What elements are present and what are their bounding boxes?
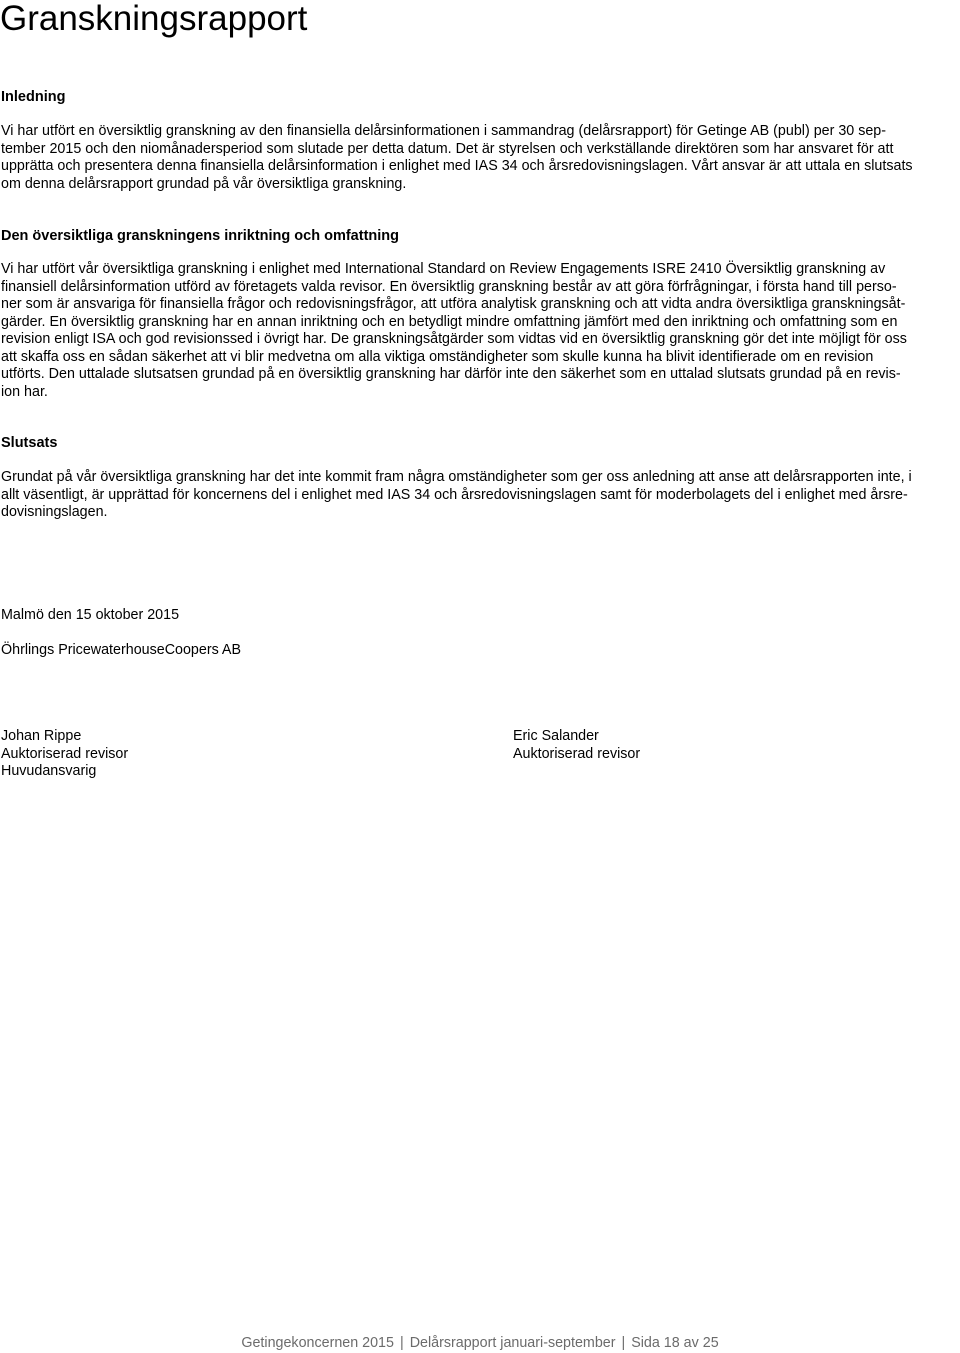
footer-report: Delårsrapport januari-september: [409, 1335, 616, 1351]
text-line: att skaffa oss en sådan säkerhet att vi blir medvetna om alla viktiga omständigheter som skulle kunna ha blivit identifierade om en revision: [1, 348, 874, 365]
audit-firm: Öhrlings PricewaterhouseCoopers AB: [1, 642, 241, 658]
text-line: finansiell delårsinformation utförd av företagets valda revisor. En översiktlig granskning består av att göra förfrågningar, i första hand till perso-: [1, 278, 897, 295]
text-line: Grundat på vår översiktliga granskning har det inte kommit fram några omständigheter som ger oss anledning att anse att delårsrapporten inte, i: [1, 469, 912, 485]
page-footer: [0, 1334, 960, 1352]
footer-separator: |: [621, 1335, 626, 1351]
auditor-name: Eric Salander: [513, 728, 599, 744]
text-line: revision enligt ISA och god revisionssed i övrigt har. De granskningsåtgärder som vidtas vid en översiktlig granskning gör det inte möjligt för oss: [1, 331, 907, 347]
footer-separator: |: [399, 1335, 404, 1351]
auditor-title: Auktoriserad revisor: [513, 745, 641, 762]
text-line: ner som är ansvariga för finansiella frågor och redovisningsfrågor, att utföra analytisk granskning och att vidta andra översiktliga granskningsåt-: [1, 296, 906, 312]
text-line: upprätta och presentera denna finansiella delårsinformation i enlighet med IAS 34 och årsredovisningslagen. Vårt ansvar är att uttala en slutsats: [1, 158, 913, 174]
text-line: ion har.: [1, 383, 48, 400]
footer-company: Getingekoncernen 2015: [241, 1335, 394, 1351]
text-line: Vi har utfört vår översiktliga granskning i enlighet med International Standard on Review Engagements ISRE 2410 Översiktlig granskning av: [1, 261, 886, 277]
signature-block-left: [1, 728, 128, 781]
footer-page-number: Sida 18 av 25: [631, 1335, 719, 1351]
section-heading-intro: Inledning: [1, 89, 66, 105]
section-heading-conclusion: Slutsats: [1, 435, 58, 451]
place-date: Malmö den 15 oktober 2015: [1, 607, 180, 623]
scope-paragraph: [1, 261, 959, 401]
text-line: Vi har utfört en översiktlig granskning av den finansiella delårsinformationen i sammandrag (delårsrapport) för Getinge AB (publ) per 30 sep-: [1, 123, 887, 139]
auditor-name: Johan Rippe: [1, 728, 82, 744]
text-line: gärder. En översiktlig granskning har en annan inriktning och en betydligt mindre omfattning jämfört med den inriktning och omfattning som en: [1, 313, 898, 330]
section-heading-scope: Den översiktliga granskningens inriktning och omfattning: [1, 228, 399, 244]
page-title: Granskningsrapport: [0, 0, 308, 38]
auditor-role: Huvudansvarig: [1, 763, 97, 779]
signature-block-right: [513, 728, 640, 763]
auditor-title: Auktoriserad revisor: [1, 745, 129, 762]
intro-paragraph: [1, 123, 959, 193]
text-line: dovisningslagen.: [1, 504, 108, 520]
text-line: utförts. Den uttalade slutsatsen grundad på en översiktlig granskning har därför inte den säkerhet som en uttalad slutsats grundad på en revis-: [1, 366, 901, 382]
text-line: tember 2015 och den niomånadersperiod som slutade per detta datum. Det är styrelsen och verkställande direktören som har ansvaret för att: [1, 140, 894, 157]
text-line: allt väsentligt, är upprättad för koncernens del i enlighet med IAS 34 och årsredovisningslagen samt för moderbolagets del i enlighet med årsre-: [1, 486, 908, 503]
conclusion-paragraph: [1, 469, 959, 522]
text-line: om denna delårsrapport grundad på vår översiktliga granskning.: [1, 175, 407, 192]
